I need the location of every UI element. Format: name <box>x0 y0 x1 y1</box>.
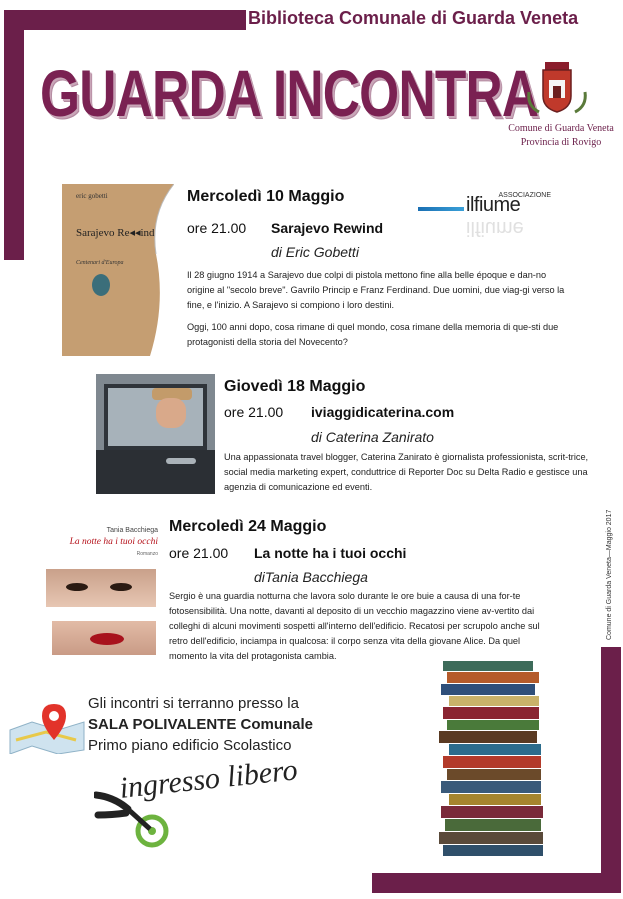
event-2-author: di Caterina Zanirato <box>311 429 434 445</box>
map-pin-icon <box>6 700 88 754</box>
event-2-title: iviaggidicaterina.com <box>311 404 455 420</box>
event-3-author: diTania Bacchiega <box>254 569 368 585</box>
book-cover-la-notte <box>40 519 164 659</box>
event-2-description <box>224 450 594 502</box>
event-1-description <box>187 268 572 357</box>
book-cover-title: La notte ha i tuoi occhi <box>69 537 158 547</box>
municipal-crest-icon <box>525 56 589 116</box>
library-name: Biblioteca Comunale di Guarda Veneta <box>248 8 579 28</box>
book-cover-sarajevo-rewind <box>62 184 174 356</box>
event-1-time: ore 21.00 <box>187 220 247 236</box>
book-cover-genre: Romanzo <box>136 551 158 557</box>
frame-bar-left <box>4 10 24 260</box>
venue-intro: Gli incontri si terranno presso la <box>88 695 299 712</box>
event-1-title: Sarajevo Rewind <box>271 220 384 236</box>
event-2-paragraph: Una appassionata travel blogger, Caterina Zanirato è giornalista professionista, scrit-trice, social media marketing expert, conduttrice di Reporter Doc su Delta Radio e gestisce una agenzia di comunicazione ed eventi. <box>224 452 589 492</box>
main-title: GUARDA INCONTRA <box>40 56 539 130</box>
event-3-title: La notte ha i tuoi occhi <box>254 545 407 561</box>
event-1-paragraph: Il 28 giugno 1914 a Sarajevo due colpi di pistola mettono fine alla belle époque e dan-no origine al "secolo breve". Gavrilo Princip e Franz Ferdinand. Due uomini, due viag-gi verso la fine, e l'inizio. A Sarajevo si compiono i loro destini. <box>187 270 565 310</box>
municipality-name: Comune di Guarda Veneta <box>508 123 614 134</box>
lips-image <box>52 621 156 655</box>
municipality-caption <box>500 122 622 150</box>
event-2-date: Giovedì 18 Maggio <box>224 378 366 395</box>
page-curl-icon <box>132 184 174 356</box>
event-1-author: di Eric Gobetti <box>271 244 359 260</box>
partner-logo-caption: ASSOCIAZIONE <box>498 192 551 199</box>
book-cover-author: Tania Bacchiega <box>106 527 158 534</box>
partner-logo-name: ilfiume <box>466 194 521 216</box>
eyes-image <box>46 569 156 607</box>
event-3-paragraph: Sergio è una guardia notturna che lavora solo durante le ore buie a causa di una for-te fotosensibilità. Una notte, davanti al deposito di un vecchio magazzino viene av-vertito dai colleghi di alcuni movimenti sospetti all'interno dell'edificio. Recatosi per scrupolo anche sul retro dell'edificio, inciampa in qualcosa: il corpo senza vita della giovane Alice. Da quel momento la vita del protagonista cambia. <box>169 591 540 661</box>
portrait-stamp <box>92 274 110 296</box>
event-1-paragraph: Oggi, 100 anni dopo, cosa rimane di quel mondo, cosa rimane della memoria di que-sti due protagonisti della storia del Novecento? <box>187 322 559 347</box>
venue-hall: SALA POLIVALENTE Comunale <box>88 716 314 733</box>
free-entry-label: ingresso libero <box>118 753 300 805</box>
partner-logo-reflection: ilfiume <box>466 217 524 239</box>
event-1-date: Mercoledì 10 Maggio <box>187 188 345 205</box>
venue-info <box>88 693 313 756</box>
river-stripe <box>418 207 464 211</box>
book-cover-author: eric gobetti <box>76 192 108 200</box>
book-cover-subtitle: Centenari d'Europa <box>76 260 124 266</box>
venue-location: Primo piano edificio Scolastico <box>88 737 292 754</box>
event-3-date: Mercoledì 24 Maggio <box>169 518 327 535</box>
book-cover-title: Sarajevo Re◂◂ind <box>76 227 155 239</box>
frame-bar-top <box>4 10 246 30</box>
event-3-time: ore 21.00 <box>169 545 229 561</box>
frame-bar-right <box>601 647 621 893</box>
book-stack-icon <box>437 659 549 857</box>
province-name: Provincia di Rovigo <box>520 137 602 148</box>
photo-travel-blogger <box>96 374 215 494</box>
frame-bar-bottom <box>372 873 621 893</box>
event-2-time: ore 21.00 <box>224 404 284 420</box>
partner-logo-ilfiume <box>418 192 553 240</box>
side-note: Comune di Guarda Veneta—Maggio 2017 <box>606 509 613 640</box>
